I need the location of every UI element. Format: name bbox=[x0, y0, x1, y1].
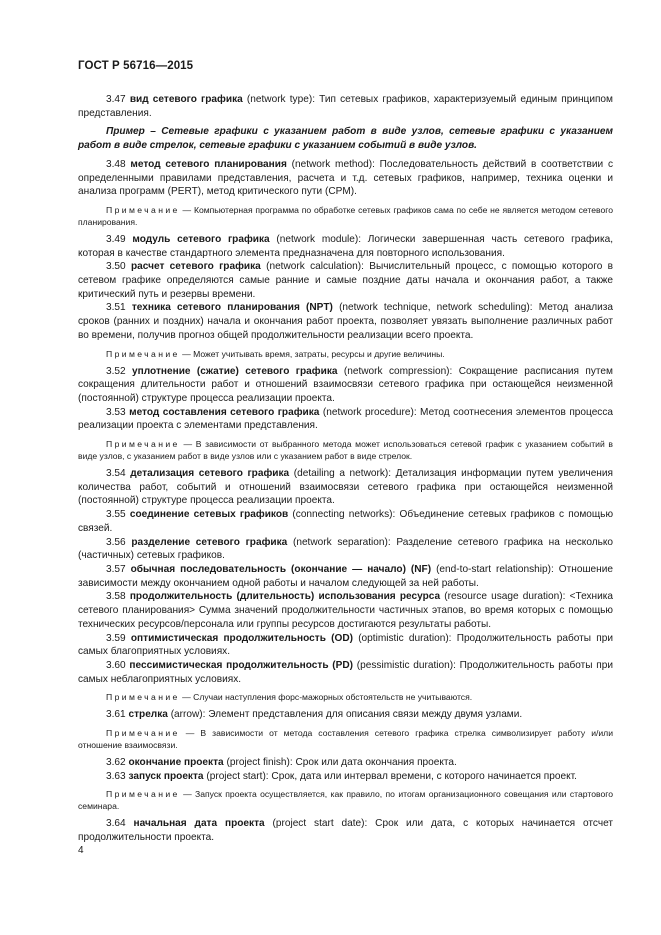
term-3-56: 3.56 разделение сетевого графика (network separation): Разделение сетевого графика на несколько (частичных) сетевых графиков. bbox=[78, 536, 614, 562]
term-3-57: 3.57 обычная последовательность (окончание — начало) (NF) (end-to-start relationship): Отношение зависимости между окончанием одной работы и началом следующей за ней работы. bbox=[78, 563, 613, 589]
term-3-53: 3.53 метод составления сетевого графика (network procedure): Метод соотнесения элементов процесса реализации проекта с элементами представления. bbox=[78, 406, 614, 432]
term-3-47: 3.47 вид сетевого графика (network type): Тип сетевых графиков, характеризуемый единым принципом представления. bbox=[78, 94, 613, 119]
term-3-50: 3.50 расчет сетевого графика (network calculation): Вычислительный процесс, с помощью которого в сетевом графике определяются самые ранние и самые поздние даты начала и окончания работ, а также критический путь и резервы времени. bbox=[78, 261, 613, 300]
note-3-51: Примечание — Может учитывать время, затраты, ресурсы и другие величины. bbox=[106, 348, 445, 359]
note-3-53: Примечание — В зависимости от выбранного метода может использоваться сетевой график с указанием событий в виде узлов, с указанием работ в виде узлов или с указанием работ в виде стрелок. bbox=[78, 439, 613, 462]
note-3-63: Примечание — Запуск проекта осуществляется, как правило, по итогам организационного совещания или стартового семинара. bbox=[78, 789, 613, 812]
note-3-60: Примечание — Случаи наступления форс-мажорных обстоятельств не учитываются. bbox=[106, 692, 473, 703]
term-3-62: 3.62 окончание проекта (project finish): Срок или дата окончания проекта. bbox=[106, 757, 457, 769]
page-content bbox=[78, 93, 613, 845]
example-3-47: Пример – Сетевые графики с указанием работ в виде узлов, сетевые графики с указанием работ в виде стрелок, сетевые графики с указанием событий в виде узлов. bbox=[78, 126, 613, 152]
term-3-60: 3.60 пессимистическая продолжительность (PD) (pessimistic duration): Продолжительность работы при самых неблагоприятных условиях. bbox=[78, 659, 613, 685]
term-3-52: 3.52 уплотнение (сжатие) сетевого графика (network compression): Сокращение расписания путем сокращения длительности работ и отношений взаимосвязи сетевого графика при остающейся неизменной (постоянной) структуре процесса реализации проекта. bbox=[78, 365, 613, 404]
term-3-48: 3.48 метод сетевого планирования (network method): Последовательность действий в соответствии с определенными правилами представления, расчета и т.д. сетевых графиков, например, техника оценки и анализа программ (PERT), метод критического пути (CPM). bbox=[78, 158, 613, 198]
document-header: ГОСТ Р 56716—2015 bbox=[78, 60, 194, 72]
term-3-58: 3.58 продолжительность (длительность) использования ресурса (resource usage duration): <Техника сетевого планирования> Сумма значений продолжительности частичных этапов, во время которых с помощью технических ресурсов/персонала или группы ресурсов достигаются результаты работы. bbox=[78, 591, 613, 630]
term-3-54: 3.54 детализация сетевого графика (detailing a network): Детализация информации путем увеличения количества работ, событий и отношений взаимосвязи сетевого графика при остающейся неизменной (постоянной) структуре процесса реализации проекта. bbox=[78, 468, 613, 507]
term-3-63: 3.63 запуск проекта (project start): Срок, дата или интервал времени, с которого начинается проект. bbox=[106, 770, 577, 782]
note-3-48: Примечание — Компьютерная программа по обработке сетевых графиков сама по себе не является методом сетевого планирования. bbox=[78, 204, 613, 227]
term-3-64: 3.64 начальная дата проекта (project start date): Срок или дата, с которых начинается отсчет продолжительности проекта. bbox=[78, 818, 613, 844]
term-3-49: 3.49 модуль сетевого графика (network module): Логически завершенная часть сетевого графика, которая в качестве стандартного элемента предназначена для повторного использования. bbox=[78, 233, 613, 259]
term-3-59: 3.59 оптимистическая продолжительность (OD) (optimistic duration): Продолжительность работы при самых благоприятных условиях. bbox=[78, 632, 613, 658]
note-3-61: Примечание — В зависимости от метода составления сетевого графика стрелка символизирует работу и/или отношение взаимосвязи. bbox=[78, 728, 613, 751]
term-3-61: 3.61 стрелка (arrow): Элемент представления для описания связи между двумя узлами. bbox=[106, 709, 523, 721]
page-number: 4 bbox=[78, 845, 84, 856]
term-3-55: 3.55 соединение сетевых графиков (connecting networks): Объединение сетевых графиков с помощью связей. bbox=[78, 509, 614, 534]
term-3-51: 3.51 техника сетевого планирования (NPT) (network technique, network scheduling): Метод анализа сроков (ранних и поздних) начала и окончания работ проекта, позволяет увязать выполнение различных работ во времени, получив прогноз общей продолжительности реализации всего проекта. bbox=[78, 302, 613, 341]
